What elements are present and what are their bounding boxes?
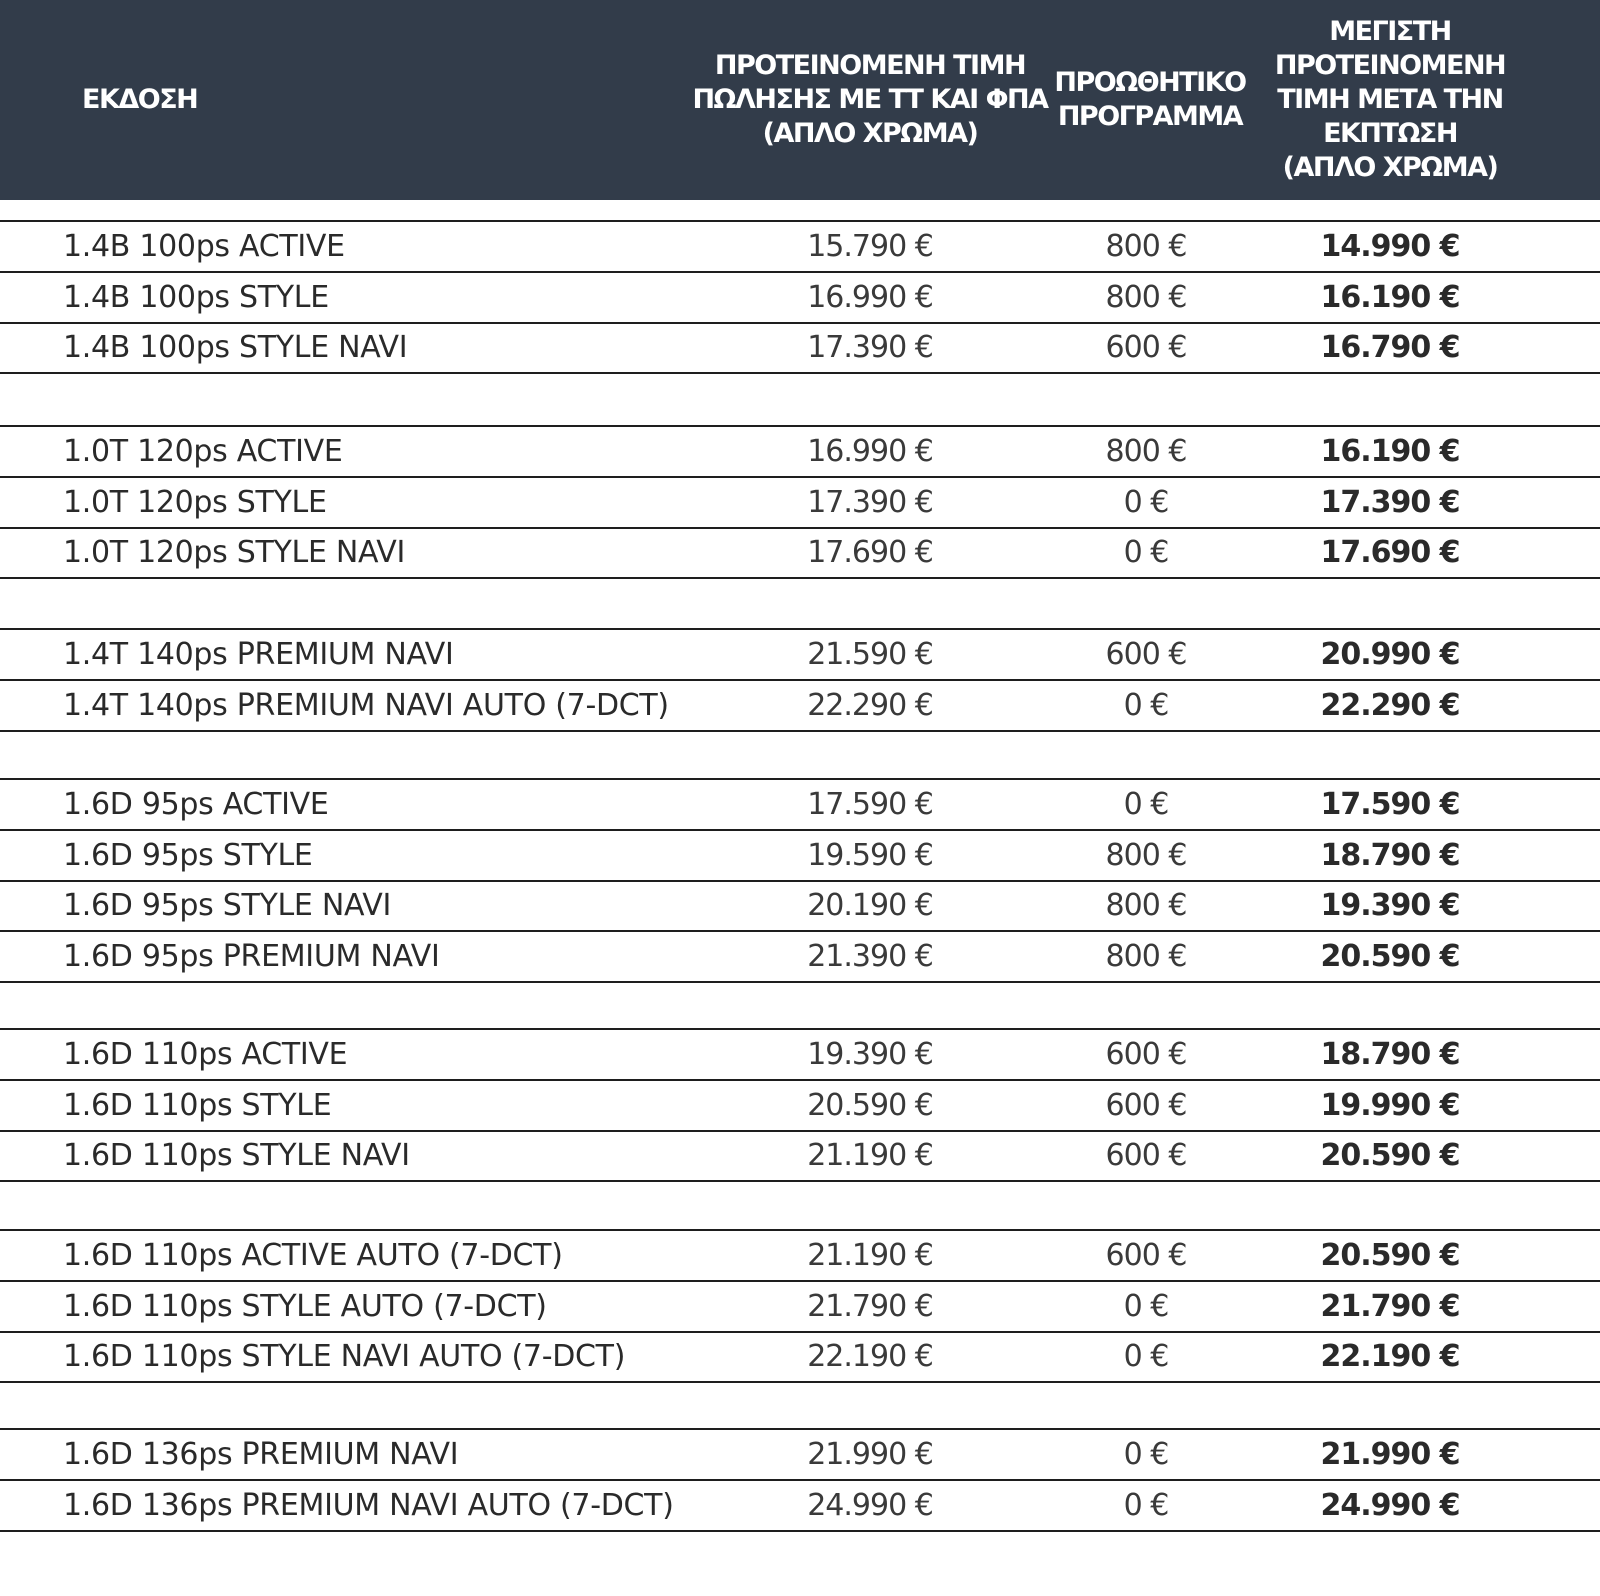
cell-promo-program: 800 € (1105, 938, 1187, 974)
cell-promo-program: 600 € (1105, 1238, 1187, 1273)
cell-version: 1.6D 95ps STYLE NAVI (63, 888, 392, 923)
cell-max-price: 17.590 € (1320, 787, 1460, 822)
cell-max-price: 18.790 € (1320, 837, 1460, 873)
cell-max-price: 18.790 € (1320, 1037, 1460, 1072)
cell-suggested-price: 17.690 € (807, 535, 933, 570)
cell-suggested-price: 24.990 € (807, 1487, 933, 1523)
header-suggested-price (690, 0, 1050, 200)
table-row (0, 1481, 1600, 1532)
cell-version: 1.0T 120ps ACTIVE (63, 434, 343, 469)
cell-version: 1.4T 140ps PREMIUM NAVI AUTO (7-DCT) (63, 687, 669, 723)
table-row (0, 1282, 1600, 1333)
cell-max-price: 20.590 € (1320, 1138, 1460, 1173)
cell-version: 1.6D 110ps ACTIVE (63, 1037, 348, 1072)
cell-max-price: 20.590 € (1320, 1238, 1460, 1273)
cell-version: 1.4B 100ps ACTIVE (63, 229, 345, 264)
cell-promo-program: 0 € (1123, 787, 1169, 822)
table-row (0, 1081, 1600, 1132)
cell-version: 1.6D 110ps STYLE (63, 1087, 332, 1123)
cell-suggested-price: 21.390 € (807, 938, 933, 974)
cell-suggested-price: 21.190 € (807, 1238, 933, 1273)
cell-suggested-price: 21.790 € (807, 1288, 933, 1324)
cell-version: 1.6D 95ps PREMIUM NAVI (63, 938, 440, 974)
cell-max-price: 19.390 € (1320, 888, 1460, 923)
cell-suggested-price: 16.990 € (807, 434, 933, 469)
cell-suggested-price: 16.990 € (807, 279, 933, 315)
cell-version: 1.4T 140ps PREMIUM NAVI (63, 637, 454, 672)
header-line: (ΑΠΛΟ ΧΡΩΜΑ) (762, 118, 978, 149)
cell-version: 1.0T 120ps STYLE NAVI (63, 535, 406, 570)
header-promo-program (1050, 0, 1250, 200)
table-row (0, 831, 1600, 882)
table-row (0, 681, 1600, 732)
header-line: ΜΕΓΙΣΤΗ (1329, 16, 1451, 47)
cell-max-price: 24.990 € (1320, 1487, 1460, 1523)
cell-promo-program: 800 € (1105, 434, 1187, 469)
cell-max-price: 21.990 € (1320, 1437, 1460, 1472)
cell-max-price: 16.190 € (1320, 279, 1460, 315)
cell-max-price: 22.290 € (1320, 687, 1460, 723)
table-row (0, 222, 1600, 273)
cell-suggested-price: 19.390 € (807, 1037, 933, 1072)
cell-suggested-price: 17.390 € (807, 330, 933, 365)
cell-version: 1.6D 110ps ACTIVE AUTO (7-DCT) (63, 1238, 563, 1273)
table-row (0, 323, 1600, 374)
header-line: ΠΡΟΓΡΑΜΜΑ (1057, 101, 1243, 132)
table-row (0, 780, 1600, 831)
cell-max-price: 14.990 € (1320, 229, 1460, 264)
cell-max-price: 17.690 € (1320, 535, 1460, 570)
header-line: ΠΡΟΤΕΙΝΟΜΕΝΗ (1274, 50, 1506, 81)
cell-suggested-price: 17.590 € (807, 787, 933, 822)
cell-version: 1.6D 110ps STYLE NAVI AUTO (7-DCT) (63, 1339, 626, 1374)
cell-promo-program: 600 € (1105, 330, 1187, 365)
table-row (0, 630, 1600, 681)
table-row (0, 528, 1600, 579)
cell-promo-program: 600 € (1105, 1037, 1187, 1072)
cell-promo-program: 800 € (1105, 229, 1187, 264)
cell-max-price: 22.190 € (1320, 1339, 1460, 1374)
cell-suggested-price: 15.790 € (807, 229, 933, 264)
cell-max-price: 16.190 € (1320, 434, 1460, 469)
cell-promo-program: 0 € (1123, 1339, 1169, 1374)
cell-suggested-price: 21.590 € (807, 637, 933, 672)
cell-promo-program: 0 € (1123, 1437, 1169, 1472)
cell-promo-program: 800 € (1105, 837, 1187, 873)
header-line: ΕΚΠΤΩΣΗ (1323, 118, 1457, 149)
cell-version: 1.4B 100ps STYLE NAVI (63, 330, 408, 365)
cell-promo-program: 0 € (1123, 1288, 1169, 1324)
table-row (0, 1231, 1600, 1282)
cell-promo-program: 0 € (1123, 687, 1169, 723)
table-row (0, 1332, 1600, 1383)
table-row (0, 932, 1600, 983)
cell-promo-program: 800 € (1105, 279, 1187, 315)
table-row (0, 273, 1600, 324)
header-line: ΠΩΛΗΣΗΣ ΜΕ ΤΤ ΚΑΙ ΦΠΑ (692, 84, 1048, 115)
cell-max-price: 21.790 € (1320, 1288, 1460, 1324)
cell-version: 1.6D 136ps PREMIUM NAVI (63, 1437, 459, 1472)
cell-version: 1.6D 136ps PREMIUM NAVI AUTO (7-DCT) (63, 1487, 674, 1523)
cell-suggested-price: 21.190 € (807, 1138, 933, 1173)
cell-promo-program: 600 € (1105, 1138, 1187, 1173)
header-line: ΠΡΟΤΕΙΝΟΜΕΝΗ ΤΙΜΗ (714, 50, 1026, 81)
cell-max-price: 16.790 € (1320, 330, 1460, 365)
cell-max-price: 17.390 € (1320, 484, 1460, 520)
cell-suggested-price: 22.290 € (807, 687, 933, 723)
cell-max-price: 20.590 € (1320, 938, 1460, 974)
header-line: ΤΙΜΗ ΜΕΤΑ ΤΗΝ (1277, 84, 1503, 115)
cell-promo-program: 800 € (1105, 888, 1187, 923)
header-max-price (1250, 0, 1530, 200)
cell-version: 1.6D 110ps STYLE AUTO (7-DCT) (63, 1288, 547, 1324)
cell-suggested-price: 19.590 € (807, 837, 933, 873)
table-row (0, 1131, 1600, 1182)
header-line: (ΑΠΛΟ ΧΡΩΜΑ) (1282, 152, 1498, 183)
cell-version: 1.0T 120ps STYLE (63, 484, 327, 520)
cell-version: 1.6D 95ps ACTIVE (63, 787, 329, 822)
cell-promo-program: 600 € (1105, 637, 1187, 672)
cell-promo-program: 0 € (1123, 484, 1169, 520)
cell-promo-program: 0 € (1123, 1487, 1169, 1523)
table-row (0, 881, 1600, 932)
table-row (0, 1030, 1600, 1081)
cell-max-price: 19.990 € (1320, 1087, 1460, 1123)
cell-suggested-price: 21.990 € (807, 1437, 933, 1472)
header-line: ΠΡΟΩΘΗΤΙΚΟ (1054, 67, 1246, 98)
cell-suggested-price: 20.590 € (807, 1087, 933, 1123)
cell-suggested-price: 17.390 € (807, 484, 933, 520)
cell-suggested-price: 22.190 € (807, 1339, 933, 1374)
cell-promo-program: 600 € (1105, 1087, 1187, 1123)
cell-max-price: 20.990 € (1320, 637, 1460, 672)
cell-version: 1.6D 110ps STYLE NAVI (63, 1138, 410, 1173)
header-version: ΕΚΔΟΣΗ (82, 84, 198, 115)
table-header (0, 0, 1600, 200)
cell-version: 1.6D 95ps STYLE (63, 837, 313, 873)
table-row (0, 1430, 1600, 1481)
table-row (0, 478, 1600, 529)
cell-version: 1.4B 100ps STYLE (63, 279, 329, 315)
table-row (0, 427, 1600, 478)
cell-promo-program: 0 € (1123, 535, 1169, 570)
cell-suggested-price: 20.190 € (807, 888, 933, 923)
